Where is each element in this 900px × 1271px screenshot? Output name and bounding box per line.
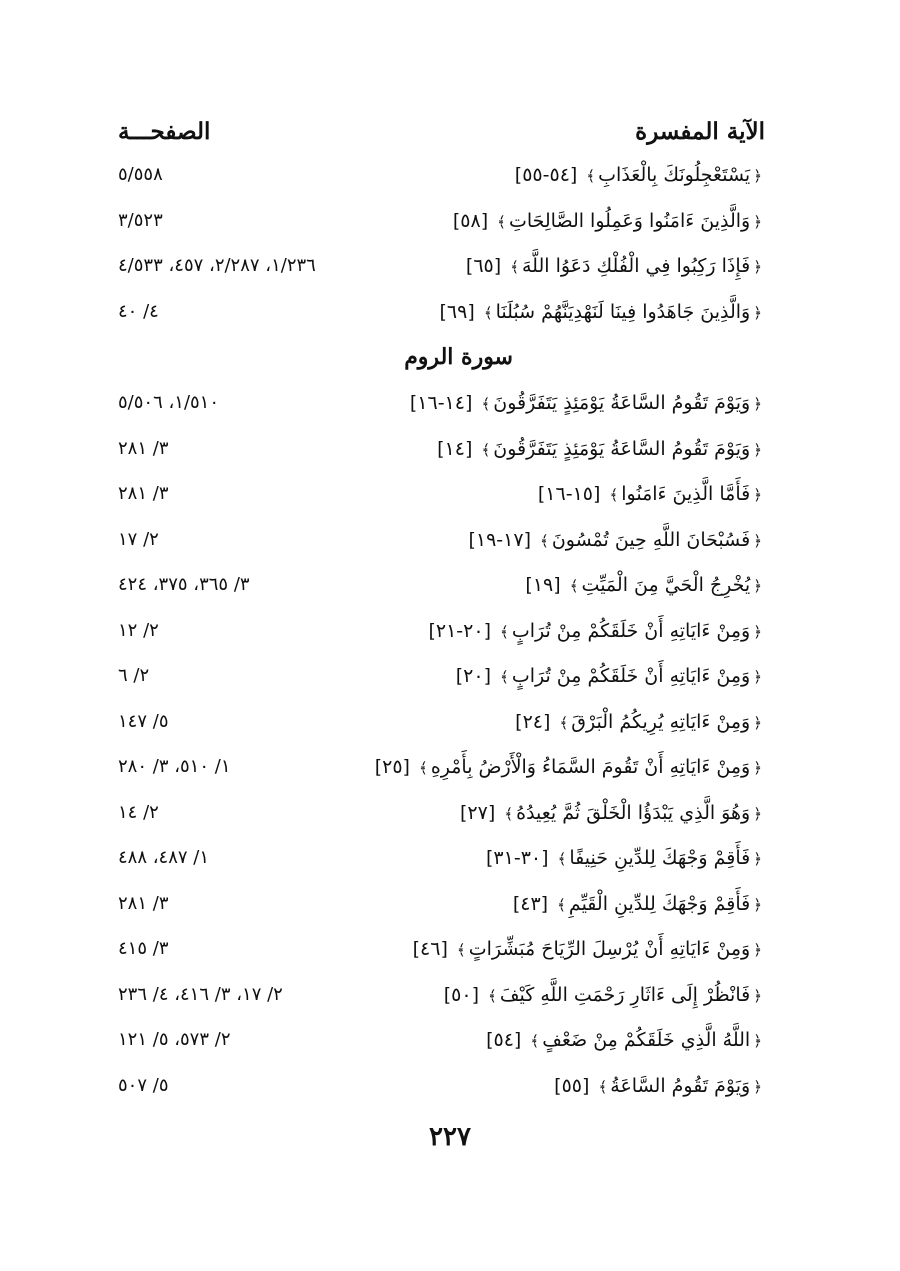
verse-entry [513, 893, 765, 915]
verse-reference: [٥٤-٥٥] [514, 164, 578, 186]
verse-entry [486, 1029, 765, 1051]
ornate-bracket-close: ﴾ [497, 212, 506, 231]
ornate-bracket-open: ﴿ [753, 303, 762, 322]
table-row [118, 614, 765, 660]
ornate-bracket-close: ﴾ [419, 759, 428, 777]
verse-reference: [٢٠] [455, 665, 491, 687]
page-references: ٣/٥٢٣ [118, 209, 163, 231]
page-number: ٢٢٧ [429, 1122, 471, 1152]
verse-entry [456, 665, 765, 687]
page-references: ٣/ ٢٨١ [118, 483, 169, 504]
verse-reference: [١٧-١٩] [468, 528, 531, 551]
page-references: ٣/ ٢٨١ [118, 892, 169, 914]
verse-text: يُخْرِجُ الْحَيَّ مِنَ الْمَيِّتِ [581, 574, 751, 596]
page-references: ١/ ٤٨٧، ٤٨٨ [118, 847, 210, 868]
verse-entry [375, 756, 765, 778]
table-row [118, 158, 765, 204]
ornate-bracket-open: ﴿ [753, 668, 762, 686]
verse-text: وَمِنْ ءَايَاتِهِ يُرِيكُمُ الْبَرْقَ [571, 710, 751, 733]
index-table [118, 158, 765, 1114]
verse-text: وَيَوْمَ تَقُومُ السَّاعَةُ [610, 1074, 751, 1097]
verse-reference: [٦٥] [465, 255, 502, 277]
page-column-header: الصفحـــة [118, 118, 211, 145]
ornate-bracket-open: ﴿ [753, 804, 762, 823]
ornate-bracket-open: ﴿ [753, 440, 762, 459]
page-references: ٥/٥٥٨ [118, 164, 163, 185]
verse-entry [410, 392, 765, 414]
verse-entry [486, 847, 765, 869]
verse-text: وَالَّذِينَ جَاهَدُوا فِينَا لَنَهْدِيَنَّهُمْ سُبُلَنَا [495, 300, 751, 323]
table-row [118, 841, 765, 887]
page-references: ٢/ ٥٧٣، ٥/ ١٢١ [118, 1029, 231, 1050]
verse-text: وَيَوْمَ تَقُومُ السَّاعَةُ يَوْمَئِذٍ يَتَفَرَّقُونَ [493, 392, 751, 414]
ornate-bracket-close: ﴾ [559, 713, 569, 732]
verse-entry [466, 255, 765, 277]
table-row [118, 705, 765, 751]
ornate-bracket-close: ﴾ [456, 941, 466, 959]
verse-entry [468, 529, 765, 551]
surah-title: سورة الروم [404, 344, 513, 370]
verse-reference: [١٥-١٦] [537, 483, 601, 505]
verse-entry [444, 984, 765, 1006]
table-row [118, 750, 765, 796]
table-row [118, 932, 765, 978]
verse-reference: [٦٩] [439, 300, 475, 323]
page-references: ٣/ ٢٨١ [118, 437, 169, 459]
ornate-bracket-open: ﴿ [753, 167, 762, 185]
verse-text: وَمِنْ ءَايَاتِهِ أَنْ خَلَقَكُمْ مِنْ تُرَابٍ [511, 665, 751, 687]
verse-reference: [٤٦] [412, 938, 448, 960]
ornate-bracket-close: ﴾ [586, 167, 596, 185]
verse-text: فَإِذَا رَكِبُوا فِي الْفُلْكِ دَعَوُا اللَّهَ [522, 255, 751, 277]
verse-text: فَأَقِمْ وَجْهَكَ لِلدِّينِ حَنِيفًا [569, 847, 751, 869]
verse-text: وَمِنْ ءَايَاتِهِ أَنْ يُرْسِلَ الرِّيَاحَ مُبَشِّرَاتٍ [468, 938, 751, 960]
page-references: ٤/ ٤٠ [118, 300, 159, 322]
verse-entry [515, 164, 765, 186]
verse-text: اللَّهُ الَّذِي خَلَقَكُمْ مِنْ ضَعْفٍ [542, 1029, 751, 1051]
ornate-bracket-open: ﴿ [753, 486, 762, 504]
verse-reference: [٢٧] [460, 801, 496, 824]
verse-text: وَهُوَ الَّذِي يَبْدَؤُا الْخَلْقَ ثُمَّ يُعِيدُهُ [516, 801, 751, 824]
verse-reference: [٥٤] [486, 1029, 522, 1051]
table-row [118, 1069, 765, 1115]
page-references: ٢/ ١٧، ٣/ ٤١٦، ٤/ ٢٣٦ [118, 983, 283, 1005]
ornate-bracket-close: ﴾ [569, 577, 579, 595]
table-row [118, 659, 765, 705]
ornate-bracket-close: ﴾ [530, 1032, 540, 1050]
table-row [118, 204, 765, 250]
ornate-bracket-close: ﴾ [481, 440, 491, 459]
verse-column-header: الآية المفسرة [635, 118, 765, 145]
page-references: ٣/ ٤١٥ [118, 938, 169, 959]
verse-reference: [٤٣] [512, 892, 549, 915]
verse-entry [525, 574, 765, 596]
table-row [118, 295, 765, 341]
ornate-bracket-open: ﴿ [753, 941, 762, 959]
verse-reference: [١٩] [525, 574, 561, 596]
ornate-bracket-close: ﴾ [500, 668, 509, 686]
verse-text: وَالَّذِينَ ءَامَنُوا وَعَمِلُوا الصَّالِحَاتِ [508, 209, 751, 232]
ornate-bracket-open: ﴿ [753, 622, 762, 641]
verse-text: وَيَوْمَ تَقُومُ السَّاعَةُ يَوْمَئِذٍ يَتَفَرَّقُونَ [493, 437, 751, 460]
table-header [118, 118, 765, 158]
table-row [118, 249, 765, 295]
verse-text: وَمِنْ ءَايَاتِهِ أَنْ خَلَقَكُمْ مِنْ تُرَابٍ [511, 619, 751, 642]
ornate-bracket-close: ﴾ [481, 395, 491, 413]
verse-entry [437, 438, 765, 460]
verse-reference: [٢٠-٢١] [428, 619, 491, 642]
verse-entry [428, 620, 765, 642]
page-references: ١/٥١٠، ٥/٥٠٦ [118, 392, 220, 413]
ornate-bracket-close: ﴾ [500, 622, 509, 641]
page-references: ١/٢٣٦، ٢/٢٨٧، ٤٥٧، ٤/٥٣٣ [118, 255, 316, 276]
ornate-bracket-close: ﴾ [488, 986, 497, 1005]
verse-entry [460, 802, 765, 824]
table-row [118, 523, 765, 569]
ornate-bracket-close: ﴾ [540, 531, 549, 550]
ornate-bracket-close: ﴾ [557, 895, 566, 914]
ornate-bracket-open: ﴿ [753, 759, 762, 777]
page-references: ٢/ ١٤ [118, 801, 159, 823]
verse-entry [538, 483, 765, 505]
ornate-bracket-close: ﴾ [609, 486, 619, 504]
verse-reference: [٥٨] [452, 209, 489, 232]
ornate-bracket-close: ﴾ [557, 850, 567, 868]
page-references: ٣/ ٣٦٥، ٣٧٥، ٤٢٤ [118, 574, 250, 595]
verse-entry [413, 938, 765, 960]
table-row [118, 568, 765, 614]
table-row [118, 978, 765, 1024]
ornate-bracket-close: ﴾ [598, 1077, 608, 1096]
page-references: ٢/ ٦ [118, 665, 150, 686]
verse-reference: [٥٥] [554, 1074, 590, 1097]
verse-text: فَأَقِمْ وَجْهَكَ لِلدِّينِ الْقَيِّمِ [568, 892, 751, 915]
verse-reference: [٢٤] [515, 710, 551, 733]
table-row [118, 432, 765, 478]
ornate-bracket-close: ﴾ [483, 303, 493, 322]
verse-reference: [١٤] [437, 437, 473, 460]
ornate-bracket-open: ﴿ [753, 713, 762, 732]
verse-reference: [١٤-١٦] [409, 392, 473, 414]
verse-reference: [٣٠-٣١] [485, 847, 549, 869]
ornate-bracket-open: ﴿ [753, 895, 762, 914]
page-references: ١/ ٥١٠، ٣/ ٢٨٠ [118, 756, 231, 777]
ornate-bracket-open: ﴿ [753, 531, 762, 550]
page-references: ٢/ ١٢ [118, 619, 159, 641]
verse-reference: [٢٥] [374, 756, 410, 778]
ornate-bracket-close: ﴾ [504, 804, 514, 823]
ornate-bracket-open: ﴿ [753, 212, 762, 231]
ornate-bracket-open: ﴿ [753, 1077, 762, 1096]
verse-text: فَانْظُرْ إِلَى ءَاثَارِ رَحْمَتِ اللَّهِ كَيْفَ [499, 983, 751, 1006]
verse-text: يَسْتَعْجِلُونَكَ بِالْعَذَابِ [598, 164, 751, 186]
ornate-bracket-open: ﴿ [753, 577, 762, 595]
table-row [118, 386, 765, 432]
page-references: ٢/ ١٧ [118, 528, 159, 550]
page-references: ٥/ ١٤٧ [118, 710, 169, 732]
verse-entry [453, 210, 765, 232]
verse-text: فَأَمَّا الَّذِينَ ءَامَنُوا [621, 483, 751, 505]
page-references: ٥/ ٥٠٧ [118, 1074, 169, 1096]
table-row [118, 1023, 765, 1069]
verse-entry [554, 1075, 765, 1097]
ornate-bracket-open: ﴿ [753, 258, 762, 276]
verse-reference: [٥٠] [443, 983, 479, 1006]
table-row [118, 887, 765, 933]
table-row [118, 477, 765, 523]
ornate-bracket-open: ﴿ [753, 986, 762, 1005]
table-row [118, 796, 765, 842]
verse-text: وَمِنْ ءَايَاتِهِ أَنْ تَقُومَ السَّمَاءُ وَالْأَرْضُ بِأَمْرِهِ [430, 756, 751, 778]
verse-text: فَسُبْحَانَ اللَّهِ حِينَ تُمْسُونَ [551, 528, 751, 551]
ornate-bracket-open: ﴿ [753, 850, 762, 868]
ornate-bracket-open: ﴿ [753, 395, 762, 413]
ornate-bracket-open: ﴿ [753, 1032, 762, 1050]
surah-heading [118, 340, 765, 386]
verse-entry [515, 711, 765, 733]
ornate-bracket-close: ﴾ [510, 258, 519, 276]
verse-entry [440, 301, 766, 323]
